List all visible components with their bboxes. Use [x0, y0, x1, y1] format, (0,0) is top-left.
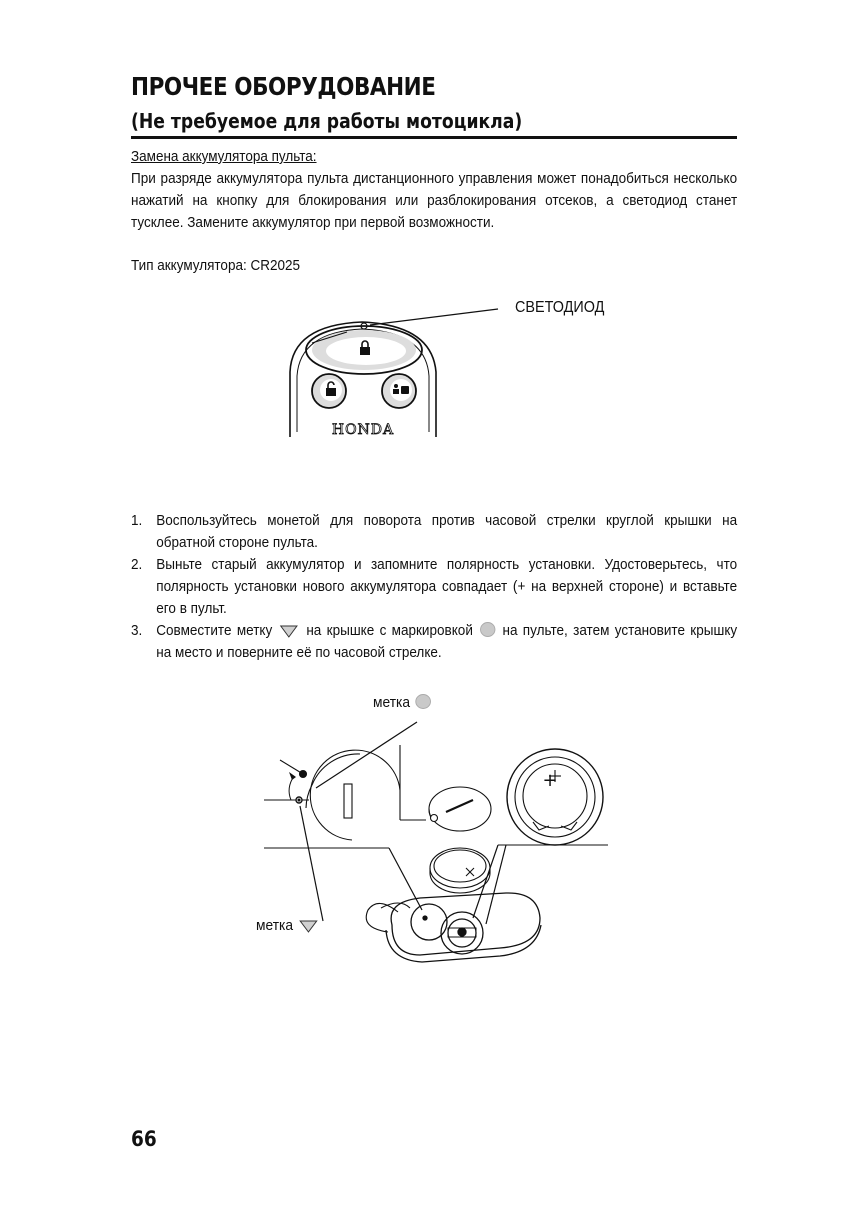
step-number: 2.: [131, 556, 143, 573]
remote-brand-text: HONDA: [331, 422, 395, 438]
remote-body-open: [366, 893, 541, 962]
triangle-mark-icon: [299, 919, 319, 933]
circle-mark-icon: [416, 694, 432, 709]
pointer-lines: [300, 722, 506, 924]
mark-label-text: метка: [373, 694, 411, 711]
step-number: 1.: [131, 512, 143, 529]
step-text: Совместите метку: [156, 622, 273, 639]
section-heading: Замена аккумулятора пульта:: [131, 148, 317, 165]
step-text: на крышке с маркировкой: [306, 622, 473, 639]
step-number: 3.: [131, 622, 143, 639]
step-text: Воспользуйтесь монетой для поворота против часовой стрелки круглой крышки на обратной стороне пульта.: [156, 512, 738, 551]
page-subtitle: (Не требуемое для работы мотоцикла): [131, 109, 523, 133]
compartment-inset: [498, 749, 608, 845]
mark-label-triangle: [256, 917, 321, 934]
exploded-battery: [430, 848, 490, 893]
page-number: 66: [131, 1127, 157, 1151]
cover-inset: [264, 750, 400, 848]
plus-sign: +: [542, 770, 558, 791]
exploded-cover: [429, 787, 491, 831]
intro-paragraph: При разряде аккумулятора пульта дистанционного управления может понадобиться несколько нажатий на кнопку для блокирования или разблокирования отсеков, а светодиод станет тусклее. Замените аккумулятор при первой возможности.: [131, 170, 738, 231]
mark-label-circle: [373, 694, 433, 711]
step-text: на пульте, затем установите крышку на место и поверните её по часовой стрелке.: [156, 622, 738, 661]
led-label: СВЕТОДИОД: [515, 299, 605, 316]
battery-type: Тип аккумулятора: CR2025: [131, 257, 300, 274]
mark-label-text: метка: [256, 917, 294, 934]
step-text: Выньте старый аккумулятор и запомните полярность установки. Удостоверьтесь, что полярность установки нового аккумулятора совпадает (+ на верхней стороне) и вставьте его в пульт.: [156, 556, 738, 617]
page-title: ПРОЧЕЕ ОБОРУДОВАНИЕ: [131, 72, 436, 101]
